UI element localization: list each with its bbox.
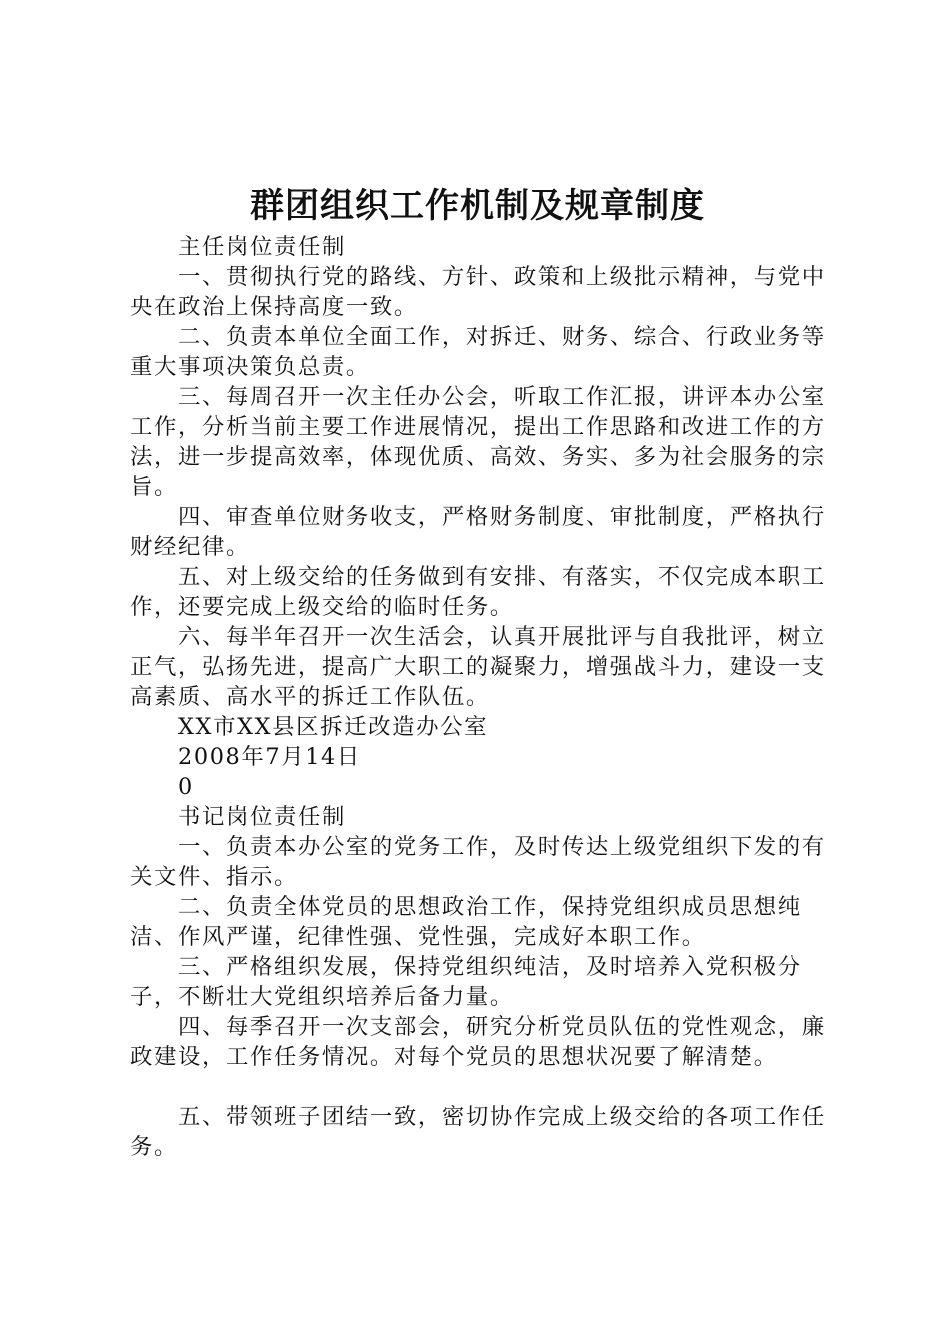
paragraph: 四、审查单位财务收支，严格财务制度、审批制度，严格执行财经纪律。 bbox=[130, 504, 826, 560]
organization-name: XX市XX县区拆迁改造办公室 bbox=[178, 714, 489, 740]
paragraph: 六、每半年召开一次生活会，认真开展批评与自我批评，树立正气，弘扬先进，提高广大职工的凝聚力，增强战斗力，建设一支高素质、高水平的拆迁工作队伍。 bbox=[130, 624, 826, 710]
paragraph: 一、负责本办公室的党务工作，及时传达上级党组织下发的有关文件、指示。 bbox=[130, 834, 826, 890]
document-page bbox=[130, 182, 835, 1162]
paragraph: 五、对上级交给的任务做到有安排、有落实，不仅完成本职工作，还要完成上级交给的临时任务。 bbox=[130, 564, 826, 620]
paragraph: 三、每周召开一次主任办公会，听取工作汇报，讲评本办公室工作，分析当前主要工作进展情况，提出工作思路和改进工作的方法，进一步提高效率，体现优质、高效、务实、多为社会服务的宗旨。 bbox=[130, 384, 826, 500]
section-heading-director: 主任岗位责任制 bbox=[178, 234, 346, 260]
paragraph: 五、带领班子团结一致，密切协作完成上级交给的各项工作任务。 bbox=[130, 1104, 826, 1160]
paragraph: 三、严格组织发展，保持党组织纯洁，及时培养入党积极分子，不断壮大党组织培养后备力量。 bbox=[130, 954, 802, 1010]
blank-line bbox=[130, 1072, 835, 1102]
paragraph: 二、负责本单位全面工作，对拆迁、财务、综合、行政业务等重大事项决策负总责。 bbox=[130, 324, 826, 380]
paragraph: 二、负责全体党员的思想政治工作，保持党组织成员思想纯洁、作风严谨，纪律性强、党性强，完成好本职工作。 bbox=[130, 894, 802, 950]
document-date: 2008年7月14日 bbox=[178, 744, 361, 770]
section-heading-secretary: 书记岗位责任制 bbox=[178, 804, 346, 830]
paragraph: 四、每季召开一次支部会，研究分析党员队伍的党性观念，廉政建设，工作任务情况。对每个党员的思想状况要了解清楚。 bbox=[130, 1014, 826, 1070]
page-marker: 0 bbox=[178, 774, 194, 800]
document-title: 群团组织工作机制及规章制度 bbox=[250, 186, 705, 226]
paragraph: 一、贯彻执行党的路线、方针、政策和上级批示精神，与党中央在政治上保持高度一致。 bbox=[130, 264, 826, 320]
